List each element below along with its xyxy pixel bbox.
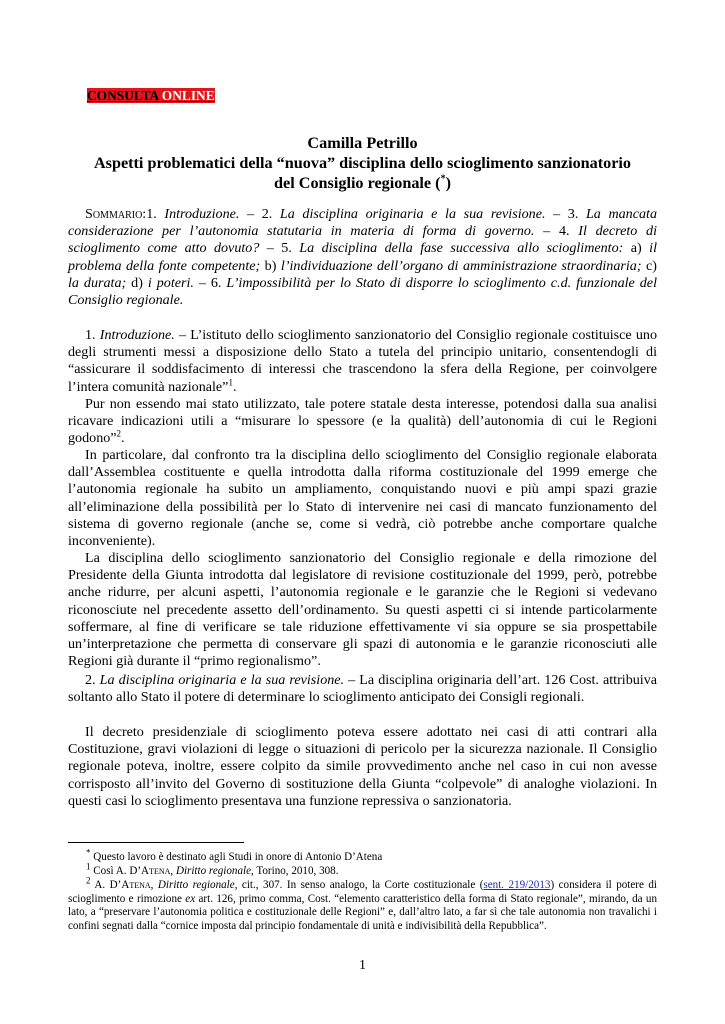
paragraph-text: – L’istituto dello scioglimento sanzionatorio del Consiglio regionale costituisce uno degli strumenti messi a disposizione dello Stato a tutela del principio unitario, consentendogli di “assicurare il soddisfacimento di interessi che trascendono la sfera della Regione, per coinvolgere l’intera comunità nazionale” — [68, 327, 658, 395]
title-line-2-text: del Consiglio regionale ( — [274, 174, 441, 192]
footnote-text: Questo lavoro è destinato agli Studi in onore di Antonio D’Atena — [90, 851, 383, 863]
sommario-part: L’impossibilità per lo Stato di disporre lo scioglimento c.d. funzionale del Consiglio regionale. — [68, 274, 657, 309]
footnote-text: Diritto regionale — [157, 879, 235, 891]
title-line-2 — [68, 173, 657, 193]
paragraph-text: La disciplina dello scioglimento sanzionatorio del Consiglio regionale e della rimozione del Presidente della Giunta introdotta dal legislatore di revisione costituzionale del 1999, però, potrebbe anche ridurre, per alcuni aspetti, l’autonomia regionale e le garanzie che le Regioni si vedevano riconosciute nel precedente assetto dell’ordinamento. Su questi aspetti ci si intende particolarmente soffermare, al fine di verificare se tale riduzione effettivamente vi sia oppure se sia prospettabile un’interpretazione che permetta di conservare gli spazi di autonomia e le garanzie riconosciuti alle Regioni già durante il “primo regionalismo”. — [68, 550, 657, 670]
sommario-part: – 3. — [545, 206, 586, 222]
sommario-part: c) — [641, 257, 657, 274]
footnote-text: , cit., 307. In senso analogo, la Corte costituzionale ( — [234, 879, 484, 891]
footnote-text: art. 126, primo comma, Cost. “elemento caratteristico della forma di Stato regionale”, mirando, da un lato, a “preservare l’autonomia politica e costituzionale delle Regioni” e, dall’altro lato, a far sì che tale autonomia non travalichi i confini segnati dalla “cornice imposta dal principio fondamentale di unità e indivisibilità della Repubblica”. — [68, 892, 657, 932]
paragraph-text: Pur non essendo mai stato utilizzato, tale potere statale desta interesse, potendosi dalla sua analisi ricavare indicazioni utili a “misurare lo spessore (e la qualità) dell’autonomia di cui le Regioni godono” — [68, 396, 657, 447]
footnote-text: ) considera il potere di scioglimento e rimozione — [68, 879, 658, 905]
sommario-part: Il decreto di scioglimento come atto dovuto? — [68, 223, 658, 257]
footnote-ref-2[interactable]: 2 — [116, 428, 122, 439]
page-number: 1 — [359, 958, 366, 973]
footnote-2 — [68, 875, 658, 933]
sommario-part: la durata; — [68, 274, 127, 291]
sommario-part: Introduzione. — [164, 206, 240, 222]
paragraph-text: In particolare, dal confronto tra la disciplina dello scioglimento del Consiglio regionale elaborata dall’Assemblea costituente e quella introdotta dalla riforma costituzionale del 1999 emerge che l’autonomia regionale ha subito un ampliamento, conquistando nuovi e più ampi spazi grazie all’eliminazione della possibilità per lo Stato di intervenire nei casi di mancato funzionamento del sistema di governo regionale (anche se, come si vedrà, ciò potrebbe anche comportare qualche inconveniente). — [68, 447, 657, 550]
footnote-text: , Torino, 2010, 308. — [251, 865, 339, 877]
author-name: Camilla Petrillo — [307, 134, 418, 152]
footnote-text: Così A. D’ — [90, 865, 142, 877]
logo-part-online: ONLINE — [161, 88, 215, 103]
sommario-part: – 5. — [259, 240, 300, 257]
sommario-part: – 4. — [534, 223, 579, 240]
footnote-text: A. D’ — [90, 879, 122, 891]
sommario-part: d) — [126, 274, 148, 291]
paragraph-2 — [68, 396, 657, 448]
paper-title-block — [68, 133, 657, 193]
paragraph-disciplina-originaria — [68, 672, 657, 706]
sommario-part: il problema della fonte competente; — [68, 240, 657, 274]
paragraph-introduzione — [68, 327, 657, 396]
footnote-text: , — [150, 879, 158, 891]
title-line-2-end: ) — [445, 174, 451, 192]
paragraph-text: . — [232, 378, 237, 395]
footnote-text: ex — [185, 892, 196, 905]
paragraph-text: – La disciplina originaria dell’art. 126 Cost. attribuiva soltanto allo Stato il potere di determinare lo scioglimento anticipato dei Consigli regionali. — [68, 672, 658, 706]
sommario-part: La mancata considerazione per l’autonomia statutaria in materia di forma di governo. — [68, 206, 657, 240]
paragraph-6 — [68, 724, 657, 810]
section-number: 2. — [85, 672, 100, 688]
sommario-part: a) — [623, 240, 650, 257]
title-footnote-ref[interactable]: * — [440, 173, 446, 185]
paragraph-text: Il decreto presidenziale di scioglimento poteva essere adottato nei casi di atti contrari alla Costituzione, gravi violazioni di legge o situazioni di pericolo per la sicurezza nazionale. Il Consiglio regionale poteva, inoltre, essere colpito da simile provvedimento anche nel caso in cui non avesse corrisposto all’invito del Governo di sostituzione della Giunta “colpevole” di analoghe violazioni. In questi casi lo scioglimento presentava una funzione repressiva o sanzionatoria. — [68, 724, 657, 809]
footnote-text: Atena — [141, 865, 171, 877]
footnote-star — [68, 847, 657, 865]
sommario-part: 1. — [146, 206, 165, 222]
sommario-part: b) — [260, 257, 281, 274]
sentenza-link[interactable]: sent. 219/2013 — [483, 879, 551, 891]
sommario-part: l’individuazione dell’organo di amministrazione straordinaria; — [280, 257, 642, 274]
title-line-1: Aspetti problematici della “nuova” disciplina dello scioglimento sanzionatorio — [93, 154, 632, 172]
consulta-online-logo[interactable] — [87, 87, 215, 104]
footnote-ref-1[interactable]: 1 — [228, 376, 233, 387]
sommario-part: – 2. — [239, 206, 280, 222]
paragraph-text: . — [121, 430, 125, 447]
footnote-mark: * — [86, 847, 91, 858]
footnote-1 — [68, 861, 657, 879]
logo-part-consulta: CONSULTA — [87, 88, 162, 103]
sommario — [68, 206, 657, 309]
section-heading: La disciplina originaria e la sua revisione. — [99, 672, 345, 688]
footnote-divider — [68, 842, 244, 843]
footnote-text: Atena — [121, 879, 151, 891]
paragraph-4 — [68, 550, 657, 670]
section-heading: Introduzione. — [99, 327, 175, 343]
section-number: 1. — [85, 327, 100, 343]
footnote-mark: 2 — [86, 875, 91, 886]
footnote-text: , — [170, 865, 176, 877]
footnote-text: Diritto regionale — [175, 865, 252, 877]
sommario-label: Sommario: — [85, 206, 147, 222]
sommario-part: La disciplina della fase successiva allo scioglimento: — [299, 240, 624, 257]
footnote-mark: 1 — [86, 861, 91, 872]
sommario-part: La disciplina originaria e la sua revisione. — [279, 206, 546, 222]
sommario-part: i poteri. — [147, 274, 194, 291]
paragraph-3 — [68, 447, 657, 550]
sommario-part: – 6. — [193, 274, 227, 291]
